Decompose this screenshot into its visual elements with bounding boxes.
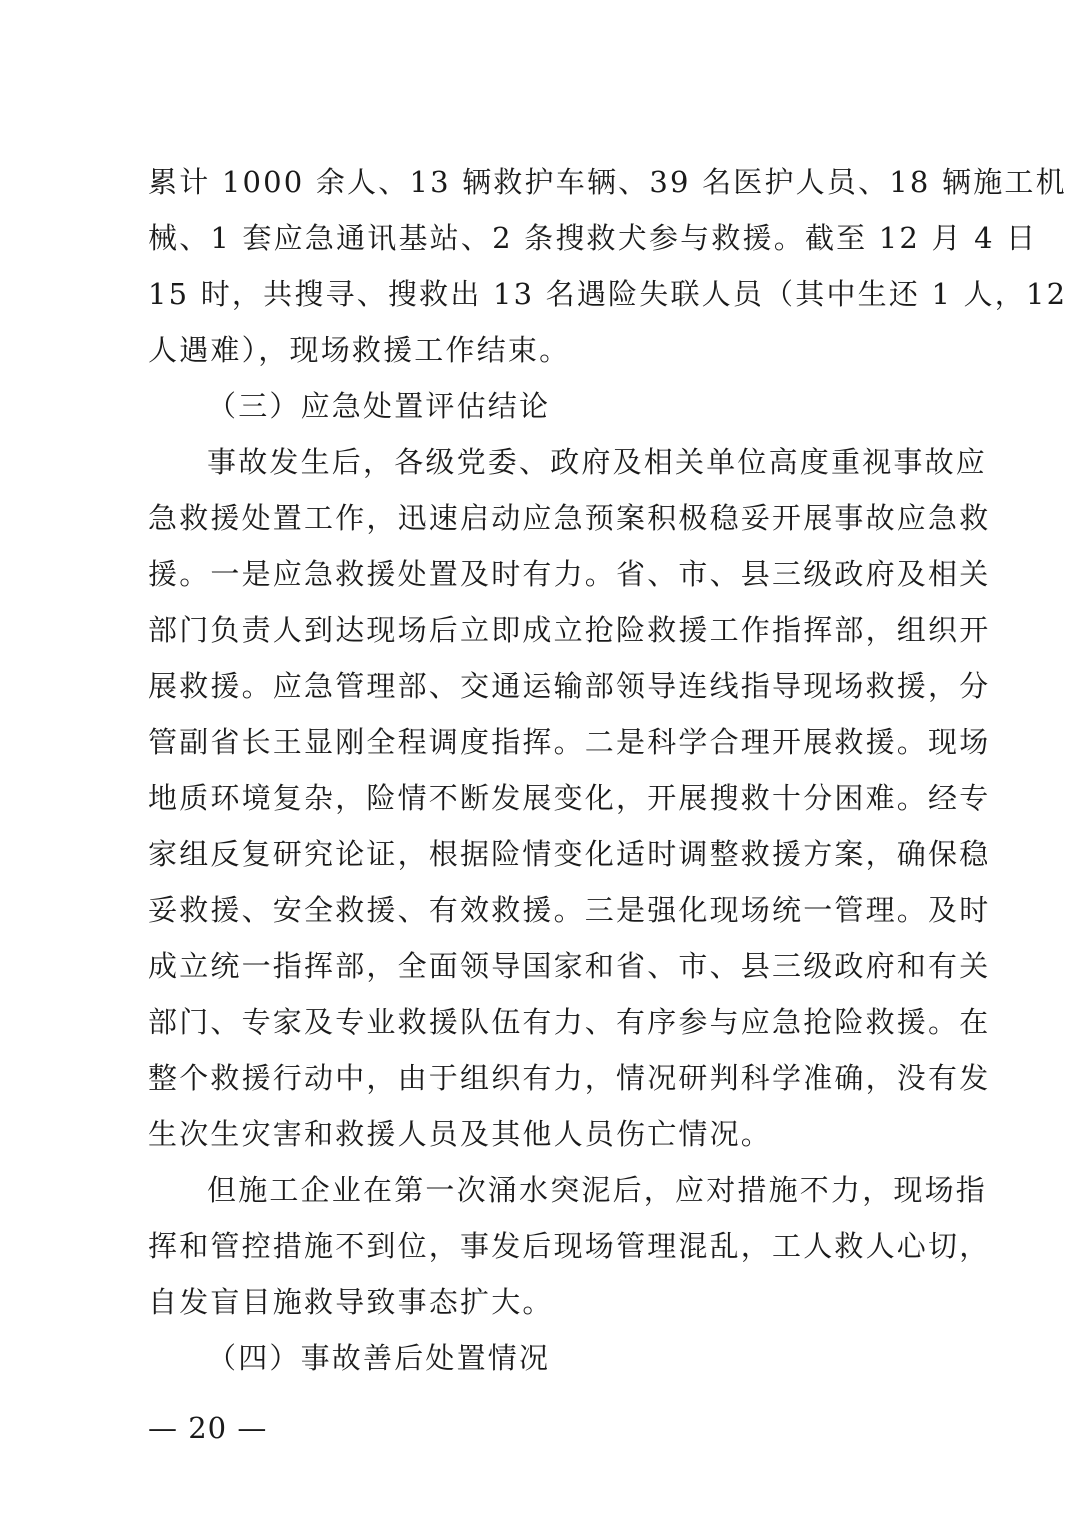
paragraph-first-line: 但施工企业在第一次涌水突泥后，应对措施不力，现场指 xyxy=(207,1173,988,1207)
paragraph-first-line: 事故发生后，各级党委、政府及相关单位高度重视事故应 xyxy=(207,445,988,479)
body-text-line: 自发盲目施救导致事态扩大。 xyxy=(148,1285,554,1319)
body-text-line: 部门、专家及专业救援队伍有力、有序参与应急抢险救援。在 xyxy=(148,1005,991,1039)
body-text-line: 人遇难），现场救援工作结束。 xyxy=(148,333,571,367)
body-text-line: 援。一是应急救援处置及时有力。省、市、县三级政府及相关 xyxy=(148,557,991,591)
body-text-line: 挥和管控措施不到位，事发后现场管理混乱，工人救人心切， xyxy=(148,1229,991,1263)
section-heading-4: （四）事故善后处置情况 xyxy=(207,1341,551,1375)
body-text-line: 家组反复研究论证，根据险情变化适时调整救援方案，确保稳 xyxy=(148,837,991,871)
body-text-line: 妥救援、安全救援、有效救援。三是强化现场统一管理。及时 xyxy=(148,893,991,927)
body-text-line: 15 时，共搜寻、搜救出 13 名遇险失联人员（其中生还 1 人，12 xyxy=(148,277,1068,311)
page-number: — 20 — xyxy=(148,1411,268,1445)
section-heading-3: （三）应急处置评估结论 xyxy=(207,389,551,423)
body-text-line: 地质环境复杂，险情不断发展变化，开展搜救十分困难。经专 xyxy=(148,781,991,815)
body-text-line: 部门负责人到达现场后立即成立抢险救援工作指挥部，组织开 xyxy=(148,613,991,647)
body-text-line: 累计 1000 余人、13 辆救护车辆、39 名医护人员、18 辆施工机 xyxy=(148,165,1067,199)
body-text-line: 急救援处置工作，迅速启动应急预案积极稳妥开展事故应急救 xyxy=(148,501,991,535)
body-text-line: 管副省长王显刚全程调度指挥。二是科学合理开展救援。现场 xyxy=(148,725,991,759)
body-text-line: 展救援。应急管理部、交通运输部领导连线指导现场救援，分 xyxy=(148,669,991,703)
body-text-line: 整个救援行动中，由于组织有力，情况研判科学准确，没有发 xyxy=(148,1061,991,1095)
body-text-line: 械、1 套应急通讯基站、2 条搜救犬参与救援。截至 12 月 4 日 xyxy=(148,221,1038,255)
body-text-line: 生次生灾害和救援人员及其他人员伤亡情况。 xyxy=(148,1117,773,1151)
body-text-line: 成立统一指挥部，全面领导国家和省、市、县三级政府和有关 xyxy=(148,949,991,983)
